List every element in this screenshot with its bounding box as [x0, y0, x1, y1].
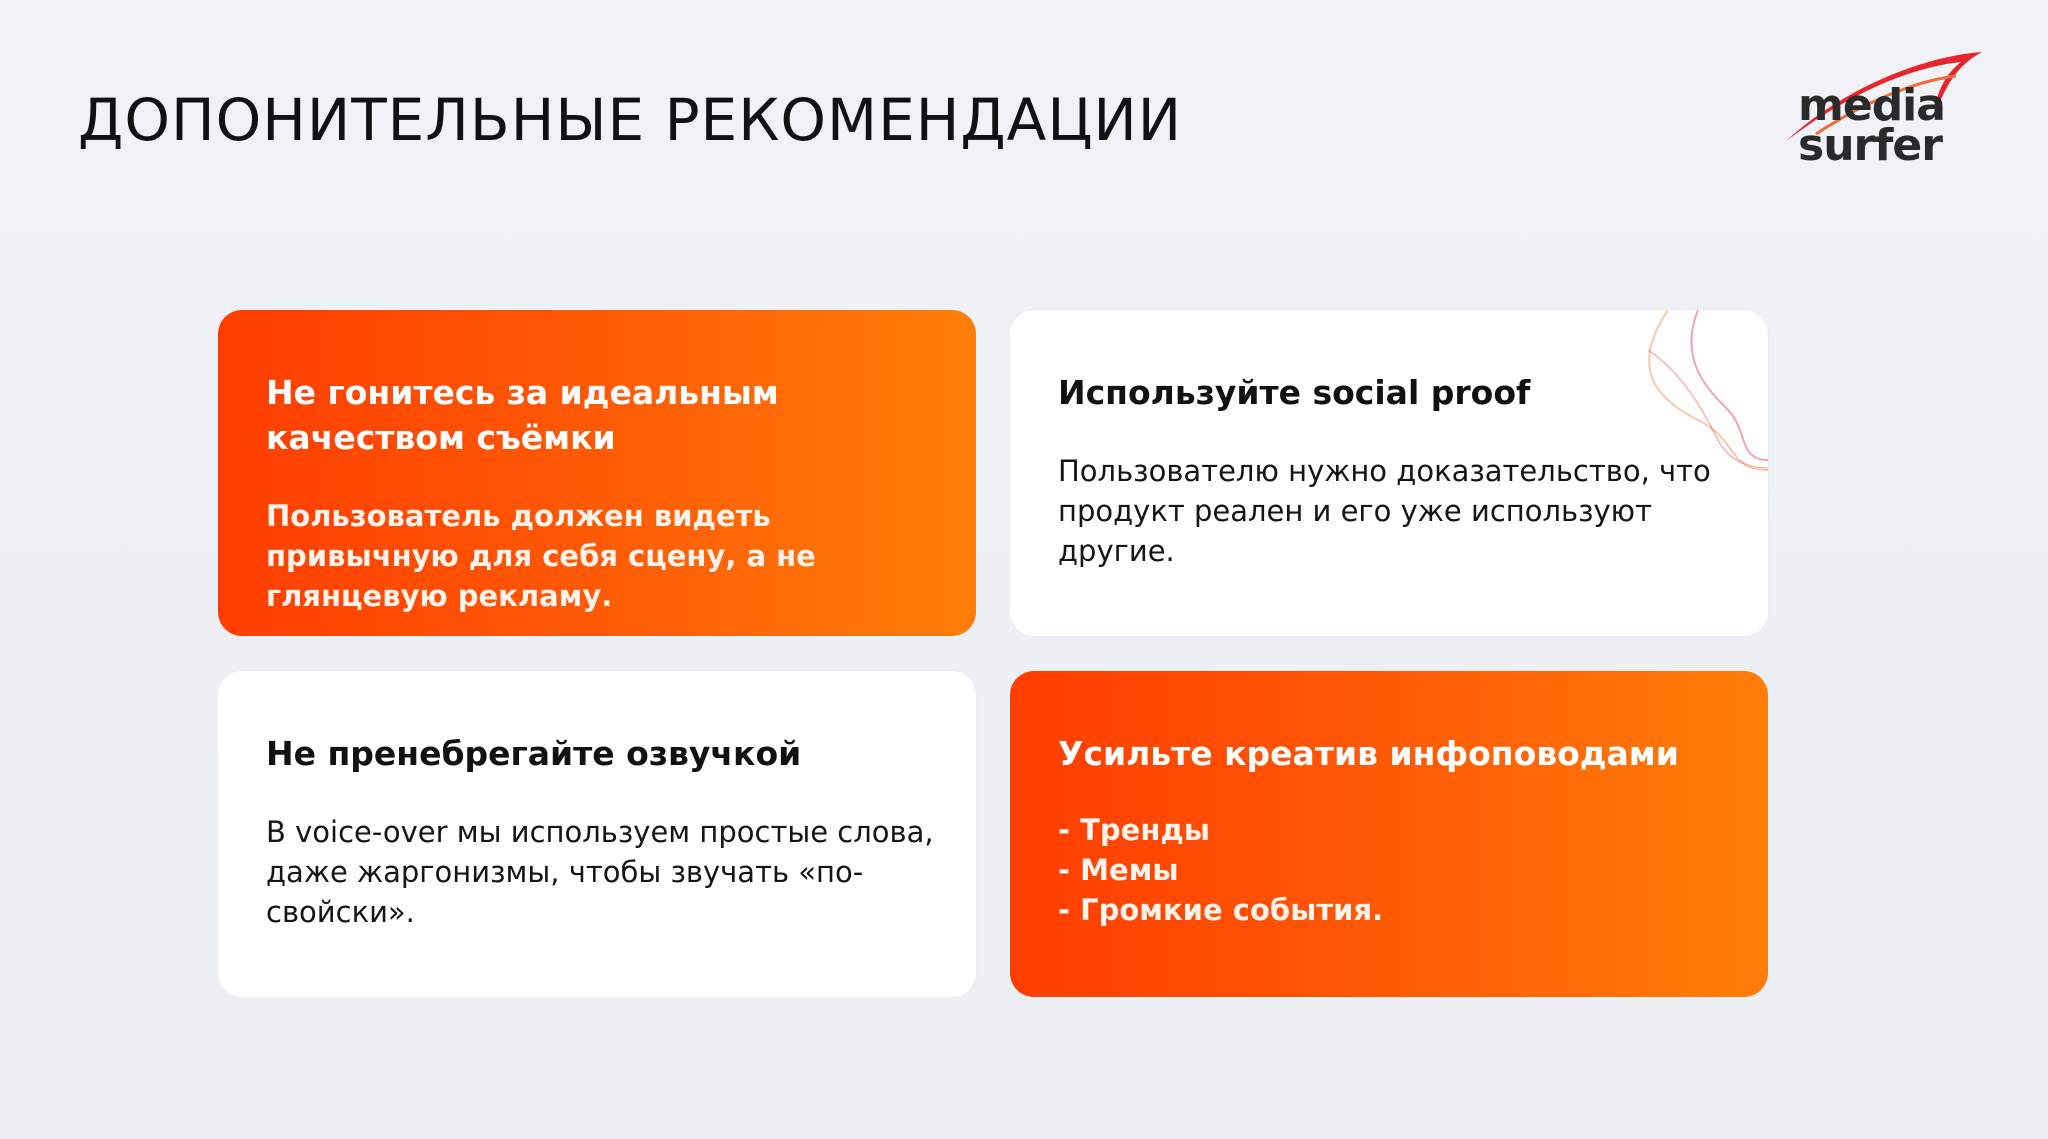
- slide-title: ДОПОНИТЕЛЬНЫЕ РЕКОМЕНДАЦИИ: [78, 86, 1183, 154]
- list-item: - Громкие события.: [1058, 893, 1384, 927]
- card-title: Усильте креатив инфоповодами: [1058, 734, 1679, 773]
- logo-line-media: media: [1798, 80, 1945, 131]
- card-title: Используйте social proof: [1058, 373, 1531, 412]
- card-title: Не гонитесь за идеальным качеством съёмки: [266, 373, 779, 457]
- decorative-lines-icon: [1618, 310, 1768, 510]
- card-list: [1058, 810, 1728, 930]
- recommendation-card-news-hooks: [1010, 671, 1768, 997]
- card-text: Пользователь должен видеть привычную для себя сцену, а не глянцевую рекламу.: [266, 499, 816, 613]
- card-text: В voice-over мы используем простые слова, даже жаргонизмы, чтобы звучать «по-свойски».: [266, 815, 934, 929]
- media-surfer-logo: [1756, 46, 1986, 186]
- logo-line-surfer: surfer: [1798, 120, 1942, 171]
- list-item: - Мемы: [1058, 853, 1179, 887]
- logo-wordmark: [1798, 80, 1945, 171]
- recommendation-card-quality: [218, 310, 976, 636]
- card-text: Пользователю нужно доказательство, что продукт реален и его уже используют другие.: [1058, 454, 1711, 568]
- card-title: Не пренебрегайте озвучкой: [266, 734, 802, 773]
- recommendation-card-social-proof: [1010, 310, 1768, 636]
- list-item: - Тренды: [1058, 813, 1211, 847]
- recommendation-card-voice-over: [218, 671, 976, 997]
